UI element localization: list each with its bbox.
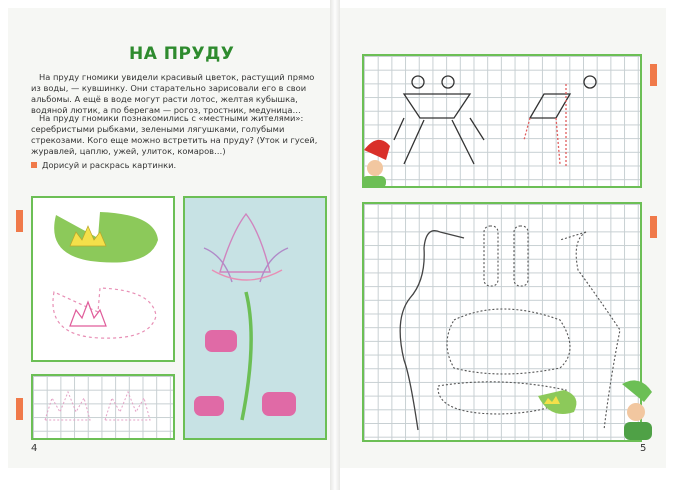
lily-pad-icon <box>54 212 158 263</box>
dotted-water-lily-icon <box>45 392 150 420</box>
task-text: Дорисуй и раскрась картинки. <box>42 160 177 170</box>
small-lily-icon <box>538 390 576 414</box>
page-title: НА ПРУДУ <box>129 44 235 64</box>
left-page-number: 4 <box>31 443 38 454</box>
frog-half-icon <box>524 76 596 168</box>
intro-paragraph: На пруду гномики увидели красивый цветок, растущий прямо из воды, — кувшинку. Они старательно зарисовали его в свои альбомы. А ещё в воде могут расти лотос, желтая кубышка, водяной лютик, а по берегам — рогоз, тростник, медуница… <box>31 72 315 115</box>
dashed-lily-pad-icon <box>53 288 156 338</box>
green-gnome-icon <box>622 380 652 440</box>
lotus-flower-icon <box>204 214 288 420</box>
frog-outline-icon <box>394 76 484 164</box>
heron-icon <box>400 231 464 430</box>
red-gnome-icon <box>362 140 390 188</box>
inhabitants-paragraph: На пруду гномики познакомились с «местными жителями»: серебристыми рыбками, зелеными лягушками, голубыми стрекозами. Кого еще можно встретить на пруду? (Уток и гусей, журавлей, цаплю, ужей, улиток, комаров…) <box>31 113 318 156</box>
right-page-number: 5 <box>640 443 647 454</box>
dotted-heron-icon <box>438 226 620 430</box>
